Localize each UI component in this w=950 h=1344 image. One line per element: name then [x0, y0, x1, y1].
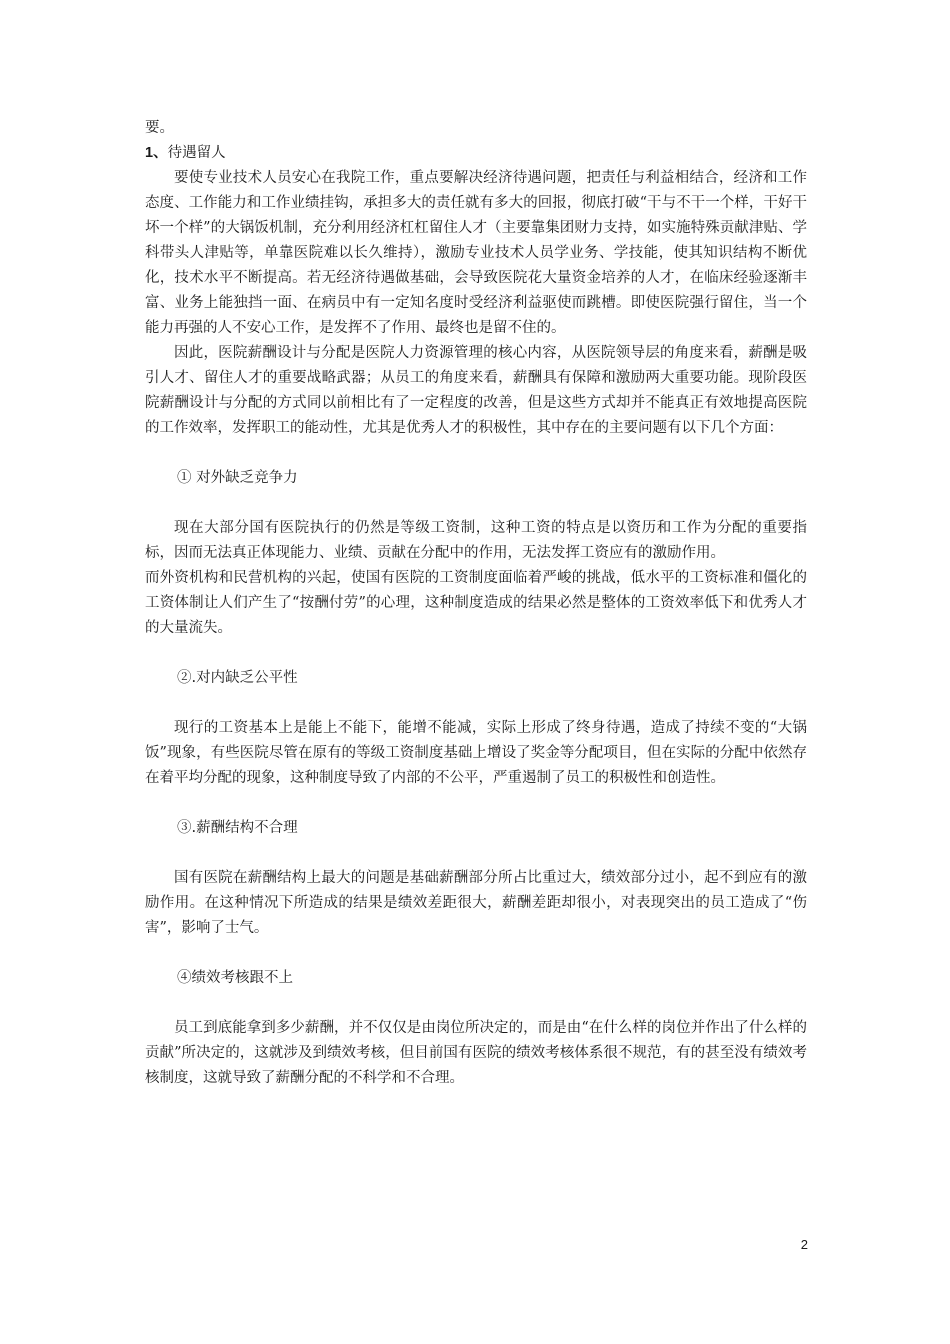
page-number: 2	[800, 1237, 808, 1252]
item-1-body: 现在大部分国有医院执行的仍然是等级工资制，这种工资的特点是以资历和工作为分配的重要指标，因而无法真正体现能力、业绩、贡献在分配中的作用，无法发挥工资应有的激励作用。	[145, 520, 807, 561]
intro-tail: 要。	[145, 120, 174, 136]
item-2-body: 现行的工资基本上是能上不能下，能增不能减，实际上形成了终身待遇，造成了持续不变的“大锅饭”现象，有些医院尽管在原有的等级工资制度基础上增设了奖金等分配项目，但在实际的分配中依然存在着平均分配的现象，这种制度导致了内部的不公平，严重遏制了员工的积极性和创造性。	[145, 720, 807, 786]
section-heading	[145, 141, 807, 166]
item-4-body: 员工到底能拿到多少薪酬，并不仅仅是由岗位所决定的，而是由“在什么样的岗位并作出了什么样的贡献”所决定的，这就涉及到绩效考核，但目前国有医院的绩效考核体系很不规范，有的甚至没有绩效考核制度，这就导致了薪酬分配的不科学和不合理。	[145, 1020, 807, 1086]
item-2-heading: ②.对内缺乏公平性	[177, 670, 298, 686]
item-1-extra: 而外资机构和民营机构的兴起，使国有医院的工资制度面临着严峻的挑战，低水平的工资标准和僵化的工资体制让人们产生了“按酬付劳”的心理，这种制度造成的结果必然是整体的工资效率低下和优秀人才的大量流失。	[145, 570, 807, 636]
document-body	[145, 116, 807, 1091]
section-number: 1、	[145, 145, 168, 161]
item-3-body: 国有医院在薪酬结构上最大的问题是基础薪酬部分所占比重过大，绩效部分过小，起不到应有的激励作用。在这种情况下所造成的结果是绩效差距很大，薪酬差距却很小，对表现突出的员工造成了“伤害”，影响了士气。	[145, 870, 807, 936]
paragraph-1: 要使专业技术人员安心在我院工作，重点要解决经济待遇问题，把责任与利益相结合，经济和工作态度、工作能力和工作业绩挂钩，承担多大的责任就有多大的回报，彻底打破“干与不干一个样，干好干坏一个样”的大锅饭机制，充分利用经济杠杠留住人才（主要靠集团财力支持，如实施特殊贡献津贴、学科带头人津贴等，单靠医院难以长久维持），激励专业技术人员学业务、学技能，使其知识结构不断优化，技术水平不断提高。若无经济待遇做基础，会导致医院花大量资金培养的人才，在临床经验逐渐丰富、业务上能独挡一面、在病员中有一定知名度时受经济利益驱使而跳槽。即使医院强行留住，当一个能力再强的人不安心工作，是发挥不了作用、最终也是留不住的。	[145, 170, 807, 336]
item-4-heading: ④绩效考核跟不上	[177, 970, 293, 986]
item-1-heading: ① 对外缺乏竞争力	[177, 470, 298, 486]
paragraph-2: 因此，医院薪酬设计与分配是医院人力资源管理的核心内容，从医院领导层的角度来看，薪酬是吸引人才、留住人才的重要战略武器；从员工的角度来看，薪酬具有保障和激励两大重要功能。现阶段医院薪酬设计与分配的方式同以前相比有了一定程度的改善，但是这些方式却并不能真正有效地提高医院的工作效率，发挥职工的能动性，尤其是优秀人才的积极性，其中存在的主要问题有以下几个方面：	[145, 345, 807, 436]
item-3-heading: ③.薪酬结构不合理	[177, 820, 298, 836]
section-title: 待遇留人	[167, 145, 226, 161]
